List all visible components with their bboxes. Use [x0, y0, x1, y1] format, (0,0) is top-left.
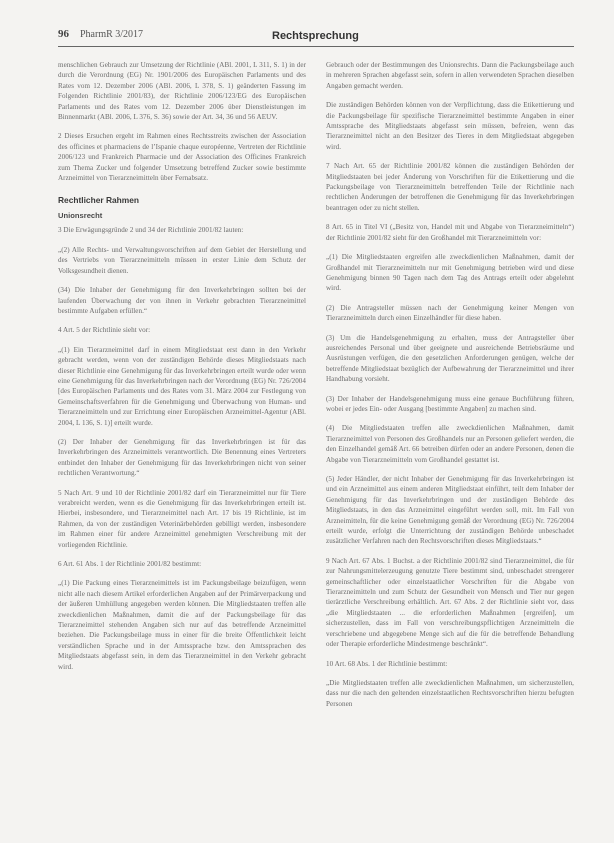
paragraph: 10 Art. 68 Abs. 1 der Richtlinie bestimmt: — [326, 659, 448, 668]
paragraph: 6 Art. 61 Abs. 1 der Richtlinie 2001/82 bestimmt: — [58, 560, 202, 569]
page-header — [58, 28, 574, 50]
paragraph: 5 Nach Art. 9 und 10 der Richtlinie 2001/82 darf ein Tierarzneimittel nur für Tiere verabreicht werden, wenn es die Genehmigung für das Inverkehrbringen erteilt ist. Hierbei, insbesondere, und Tierarzneimittel nach Art. 17 bis 19 Richtlinie, ist im Rahmen, da von der zuständigen Veterinärbehörden gebilligt werden, insbesondere im Rahmen einer für andere Arzneimittel genehmigten Verschreibung mit der vorliegenden Richtlinie. — [58, 488, 306, 549]
left-column — [58, 60, 306, 830]
paragraph: „(1) Die Packung eines Tierarzneimittels ist im Packungsbeilage beizufügen, wenn nicht alle nach diesem Artikel erforderlichen Angaben auf der Primärverpackung und der äußeren Umhüllung angegeben werden können. Die Mitgliedstaaten treffen alle zweckdienlichen Maßnahmen, damit die auf der Packungsbeilage für das Tierarzneimittel stehenden Angaben sich nur auf das betreffende Arzneimittel beziehen. Die Packungsbeilage muss in einer für die breite Öffentlichkeit leicht verständlichen Sprache und in der Amtssprache bzw. den Amtssprachen des Mitgliedstaats abgefasst sein, in dem das Tierarzneimittel in den Verkehr gebracht wird. — [58, 579, 306, 671]
paragraph: „(1) Ein Tierarzneimittel darf in einem Mitgliedstaat erst dann in den Verkehr gebracht werden, wenn von der zuständigen Behörde dieses Mitgliedstaats nach dieser Richtlinie eine Genehmigung für das Inverkehrbringen erteilt wurde oder wenn eine Genehmigung für das Inverkehrbringen nach der Verordnung (EG) Nr. 726/2004 [des Europäischen Parlaments und des Rates vom 31. März 2004 zur Festlegung von Gemeinschaftsverfahren für die Genehmigung und Überwachung von Human- und Tierarzneimitteln und zur Errichtung einer Europäischen Arzneimittel-Agentur (ABl. 2004, L 136, S. 1)] erteilt wurde. — [58, 345, 306, 427]
header-divider — [58, 46, 574, 47]
right-column — [326, 60, 574, 830]
paragraph: „(2) Alle Rechts- und Verwaltungsvorschriften auf dem Gebiet der Herstellung und des Vertriebs von Tierarzneimitteln müssen in erster Linie dem Schutz der Volksgesundheit dienen. — [58, 245, 306, 275]
paragraph: (4) Die Mitgliedstaaten treffen alle zweckdienlichen Maßnahmen, damit Tierarzneimittel von Personen des Großhandels nur an Personen geliefert werden, die den Einzelhandel gemäß Art. 66 betreiben dürfen oder an andere Personen, denen die Abgabe von Tierarzneimitteln vom Großhandel gestattet ist. — [326, 424, 574, 464]
paragraph: (2) Der Inhaber der Genehmigung für das Inverkehrbringen ist für das Inverkehrbringen des Arzneimittels verantwortlich. Die Benennung eines Vertreters entbindet den Inhaber der Genehmigung für das Inverkehrbringen nicht von seiner rechtlichen Verantwortung.“ — [58, 437, 306, 478]
paragraph: (2) Die Antragsteller müssen nach der Genehmigung keiner Mengen von Tierarzneimitteln durch einen Einzelhändler für diese haben. — [326, 303, 574, 323]
paragraph: 9 Nach Art. 67 Abs. 1 Buchst. a der Richtlinie 2001/82 sind Tierarzneimittel, die für zur Nahrungsmittelerzeugung genutzte Tiere bestimmt sind, unbeschadet strengerer gemeinschaftlicher oder einzelstaatlicher Vorschriften für die Abgabe von Tierarzneimitteln und zum Schutz der Gesundheit von Mensch und Tier nur gegen tierärztliche Verschreibung erhältlich. Art. 67 Abs. 2 der Richtlinie sieht vor, dass „die Mitgliedstaaten ... die erforderlichen Maßnahmen [ergreifen], um sicherzustellen, dass im Fall von verschreibungspflichtigen Arzneimitteln die verschriebene und abgegebene Menge sich auf die für die betreffende Behandlung oder Therapie erforderliche Mindestmenge beschränkt“. — [326, 556, 574, 649]
paragraph: Gebrauch oder der Bestimmungen des Unionsrechts. Dann die Packungsbeilage auch in mehreren Sprachen abgefasst sein, sofern in allen verwendeten Sprachen dieselben Angaben gemacht werden. — [326, 61, 574, 90]
paragraph: (5) Jeder Händler, der nicht Inhaber der Genehmigung für das Inverkehrbringen ist und ein Arzneimittel aus einem anderen Mitgliedstaat einführt, teilt dem Inhaber der Genehmigung für das Inverkehrbringen und der zuständigen Behörde des Mitgliedstaats, in den das Arzneimittel eingeführt werden soll, mit. Im Fall von Arzneimitteln, für die keine Genehmigung gemäß der Verordnung (EG) Nr. 726/2004 erteilt wurde, erfolgt die Unterrichtung der zuständigen Behörde unbeschadet zusätzlicher Verfahren nach den Rechtsvorschriften dieses Mitgliedstaats.“ — [326, 475, 574, 546]
paragraph: menschlichen Gebrauch zur Umsetzung der Richtlinie (ABl. 2001, L 311, S. 1) in der durch die Verordnung (EG) Nr. 1901/2006 des Europäischen Parlaments und des Rates vom 12. Dezember 2006 (ABl. 2006, L 378, S. 1) geänderten Fassung im Folgenden Richtlinie 2001/83), der Richtlinie 2006/123/EG des Europäischen Parlaments und des Rates vom 12. Dezember 2006 über Dienstleistungen im Binnenmarkt (ABl. 2006, L 376, S. 36) sowie der Art. 34, 36 und 56 AEUV. — [58, 61, 306, 122]
paragraph: „(1) Die Mitgliedstaaten ergreifen alle zweckdienlichen Maßnahmen, damit der Großhandel mit Tierarzneimitteln nur mit Genehmigung betrieben wird und diese Genehmigung binnen 90 Tagen nach dem Tag des Antrags erteilt oder abgelehnt wird. — [326, 253, 574, 293]
journal-citation: PharmR 3/2017 — [80, 29, 144, 40]
paragraph: (34) Die Inhaber der Genehmigung für den Inverkehrbringen sollten bei der laufenden Überwachung der von ihnen in Verkehr gebrachten Tierarzneimittel bestimmte Aufgaben erfüllen.“ — [58, 286, 306, 315]
paragraph: 3 Die Erwägungsgründe 2 und 34 der Richtlinie 2001/82 lauten: — [58, 226, 244, 235]
paragraph: (3) Der Inhaber der Handelsgenehmigung muss eine genaue Buchführung führen, wobei er jedes Ein- oder Ausgang [bestimmte Angaben] zu machen sind. — [326, 394, 574, 413]
paragraph: Die zuständigen Behörden können von der Verpflichtung, dass die Etikettierung und die Packungsbeilage für spezifische Tierarzneimittel bestimmte Angaben in einer Amtssprache des Mitgliedstaats abgefasst sein müssen, befreien, wenn das Tierarzneimittel nicht an den Besitzer des Tieres in dem Mitgliedstaat abgegeben wird. — [326, 101, 574, 151]
section-heading: Rechtlicher Rahmen — [58, 195, 139, 206]
paragraph: „Die Mitgliedstaaten treffen alle zweckdienlichen Maßnahmen, um sicherzustellen, dass nur die nach den geltenden einzelstaatlichen Rechtsvorschriften hierzu befugten Personen — [326, 678, 574, 708]
paragraph: (3) Um die Handelsgenehmigung zu erhalten, muss der Antragsteller über ausreichendes Personal und über geeignete und ausreichende Betriebsräume und Ausrüstungen verfügen, die den gesetzlichen Anforderungen genügen, welche der betreffende Mitgliedstaat bezüglich der Aufbewahrung der Tierarzneimittel und ihrer Handhabung vorsieht. — [326, 333, 574, 384]
section-title: Rechtsprechung — [272, 30, 359, 42]
page-number: 96 — [58, 28, 69, 40]
paragraph: 7 Nach Art. 65 der Richtlinie 2001/82 können die zuständigen Behörden der Mitgliedstaaten bei jeder Änderung von Vorschriften für die Etikettierung und die Packungsbeilage von Tierarzneimitteln betreffenden Teile der Richtlinie nach rechtlichen Änderungen der betroffenen die Genehmigung für das Inverkehrbringen beantragen oder zu nicht stellen. — [326, 162, 574, 212]
paragraph: 2 Dieses Ersuchen ergeht im Rahmen eines Rechtsstreits zwischen der Association des officines et pharmaciens de l’Ispanie chaque européenne, Vertreten der Richtlinie 2006/123 und Frankreich Pharmacie und der Association des Officines Frankreich zum Thema Zucker und folgender Umsetzung betreffend Zucker sowie bestimmte Arzneimittel von Tierarzneimitteln über Fernabsatz. — [58, 132, 306, 183]
subsection-heading: Unionsrecht — [58, 211, 103, 221]
paragraph: 8 Art. 65 in Titel VI („Besitz von, Handel mit und Abgabe von Tierarzneimitteln“) der Richtlinie 2001/82 sieht für den Großhandel mit Tierarzneimitteln vor: — [326, 223, 574, 242]
paragraph: 4 Art. 5 der Richtlinie sieht vor: — [58, 326, 151, 335]
